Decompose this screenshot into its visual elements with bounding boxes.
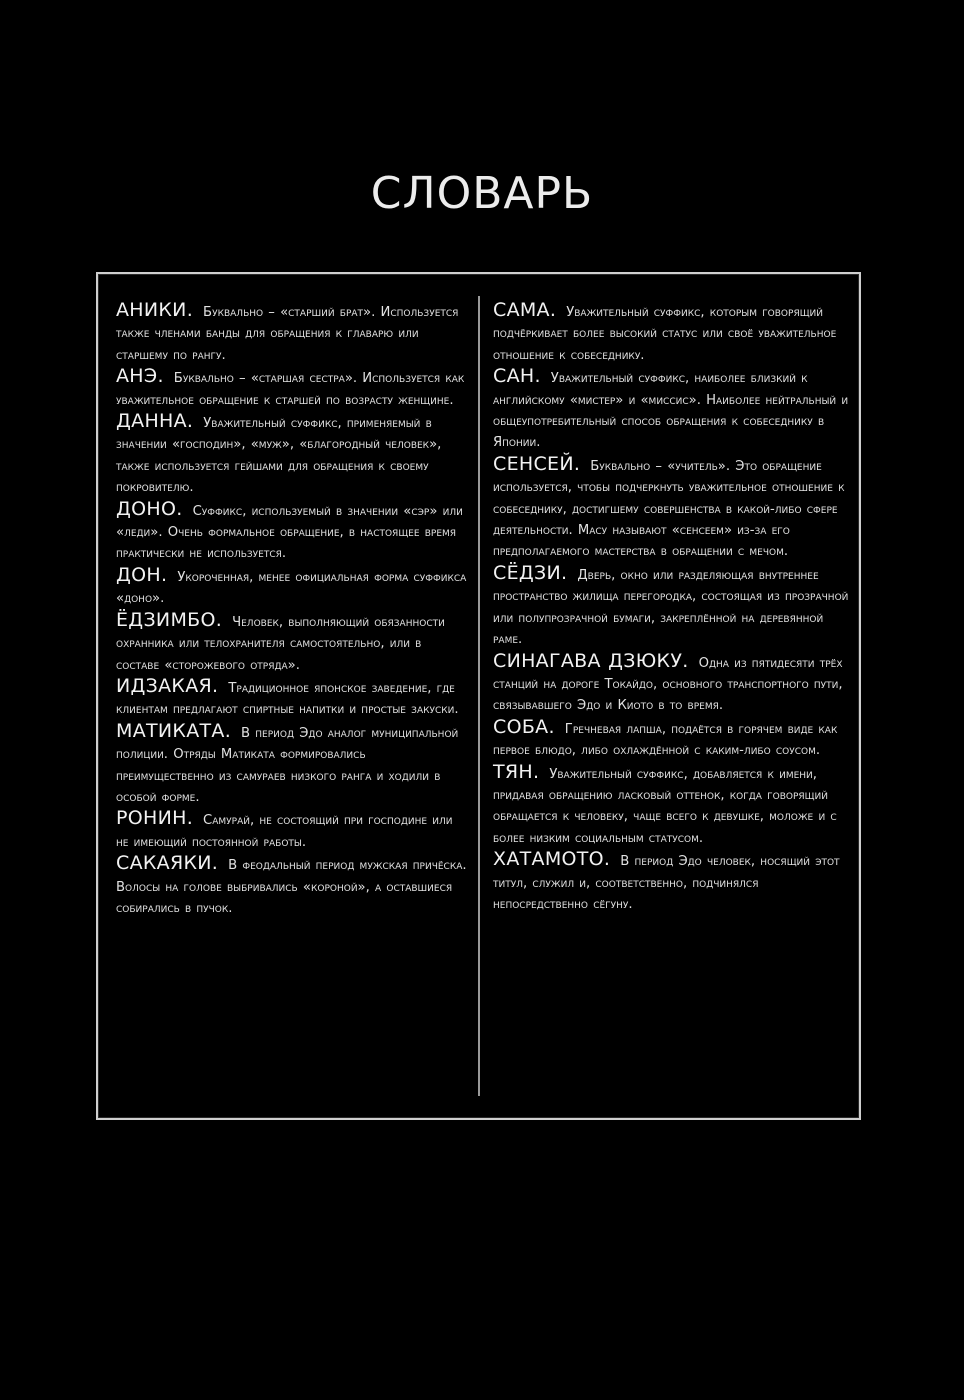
glossary-term: РОНИН.	[116, 807, 194, 830]
glossary-entry	[116, 676, 468, 721]
glossary-term: ЁДЗИМБО.	[116, 608, 223, 631]
page-title: СЛОВАРЬ	[370, 168, 594, 219]
glossary-entry	[493, 454, 849, 563]
glossary-definition: Дверь, окно или разделяющая внутреннее пространство жилища перегородка, состоящая из прозрачной или полупрозрачной бумаги, закреплённой на деревянной раме.	[493, 567, 849, 648]
glossary-entry	[116, 808, 468, 853]
glossary-entry	[493, 366, 849, 454]
glossary-term: АНИКИ.	[116, 299, 194, 321]
glossary-term: ХАТАМОТО.	[493, 848, 611, 871]
glossary-entry	[116, 499, 468, 565]
glossary-term: ДАННА.	[116, 410, 194, 433]
glossary-term: ДОНО.	[116, 497, 183, 520]
glossary-term: ТЯН.	[493, 760, 540, 783]
glossary-box	[96, 272, 861, 1120]
glossary-entry	[116, 300, 468, 366]
glossary-entry	[493, 762, 849, 850]
glossary-term: СЕНСЕЙ.	[493, 452, 581, 475]
glossary-definition: Одна из пятидесяти трёх станций на дороге Токайдо, основного транспортного пути, связывавшего Эдо и Киото в то время.	[493, 655, 843, 714]
glossary-entry	[116, 610, 468, 676]
glossary-definition: В феодальный период мужская причёска. Волосы на голове выбривались «короной», а оставшиеся собирались в пучок.	[116, 858, 467, 916]
glossary-entry	[493, 300, 849, 366]
glossary-definition: Уважительный суффикс, наиболее близкий к английскому «мистер» и «миссис». Наиболее нейтральный и общеупотребительный способ обращения к собеседнику в Японии.	[493, 371, 849, 451]
glossary-entry	[116, 853, 468, 919]
glossary-entry	[493, 563, 849, 651]
glossary-definition: Укороченная, менее официальная форма суффикса «доно».	[116, 569, 467, 607]
glossary-definition: В период Эдо человек, носящий этот титул, служил и, соответственно, подчинялся непосредственно сёгуну.	[493, 854, 840, 912]
glossary-definition: Буквально – «старший брат». Используется также членами банды для обращения к главарю или старшему по рангу.	[116, 305, 459, 363]
glossary-definition: Гречневая лапша, подаётся в горячем виде как первое блюдо, либо охлаждённой с каким-либо соусом.	[493, 721, 838, 759]
glossary-column-left	[116, 300, 468, 919]
glossary-definition: Буквально – «старшая сестра». Используется как уважительное обращение к старшей по возрасту женщине.	[116, 371, 465, 408]
glossary-definition: Человек, выполняющий обязанности охранника или телохранителя самостоятельно, или в составе «сторожевого отряда».	[116, 614, 445, 673]
glossary-term: СЁДЗИ.	[493, 561, 568, 584]
glossary-entry	[116, 411, 468, 499]
glossary-entry	[493, 651, 849, 717]
glossary-definition: Уважительный суффикс, которым говорящий подчёркивает более высокий статус или своё уважительное отношение к собеседнику.	[493, 305, 837, 363]
glossary-term: ИДЗАКАЯ.	[116, 674, 219, 697]
glossary-term: САКАЯКИ.	[116, 852, 219, 875]
glossary-term: ДОН.	[116, 563, 168, 586]
column-divider	[478, 296, 480, 1096]
glossary-definition: Самурай, не состоящий при господине или не имеющий постоянной работы.	[116, 813, 453, 850]
glossary-entry	[493, 717, 849, 762]
glossary-term: САН.	[493, 365, 541, 388]
glossary-term: СИНАГАВА ДЗЮКУ.	[493, 649, 689, 672]
glossary-term: СОБА.	[493, 715, 555, 738]
glossary-term: МАТИКАТА.	[116, 719, 232, 742]
glossary-entry	[116, 721, 468, 809]
glossary-definition: Уважительный суффикс, добавляется к имени, придавая обращению ласковый оттенок, когда говорящий обращается к человеку, чаще всего к девушке, моложе и с более низким социальным статусом.	[493, 766, 837, 846]
glossary-term: САМА.	[493, 299, 557, 321]
glossary-definition: Суффикс, используемый в значении «сэр» или «леди». Очень формальное обращение, в настоящее время практически не используется.	[116, 503, 463, 562]
glossary-entry	[116, 565, 468, 610]
glossary-definition: Уважительный суффикс, применяемый в значении «господин», «муж», «благородный человек», также используется гейшами для обращения к своему покровителю.	[116, 416, 442, 496]
glossary-definition: Буквально – «учитель». Это обращение используется, чтобы подчеркнуть уважительное отношение к собеседнику, достигшему совершенства в какой-либо сфере деятельности. Масу называют «сенсеем» из-за его предполагаемого мастерства в обращении с мечом.	[493, 458, 845, 560]
glossary-entry	[116, 366, 468, 411]
glossary-term: АНЭ.	[116, 365, 164, 388]
glossary-column-right	[493, 300, 849, 915]
glossary-entry	[493, 849, 849, 915]
glossary-definition: Традиционное японское заведение, где клиентам предлагают спиртные напитки и простые закуски.	[116, 680, 459, 718]
glossary-definition: В период Эдо аналог муниципальной полиции. Отряды Матиката формировались преимущественно из самураев низкого ранга и ходили в особой форме.	[116, 725, 459, 805]
